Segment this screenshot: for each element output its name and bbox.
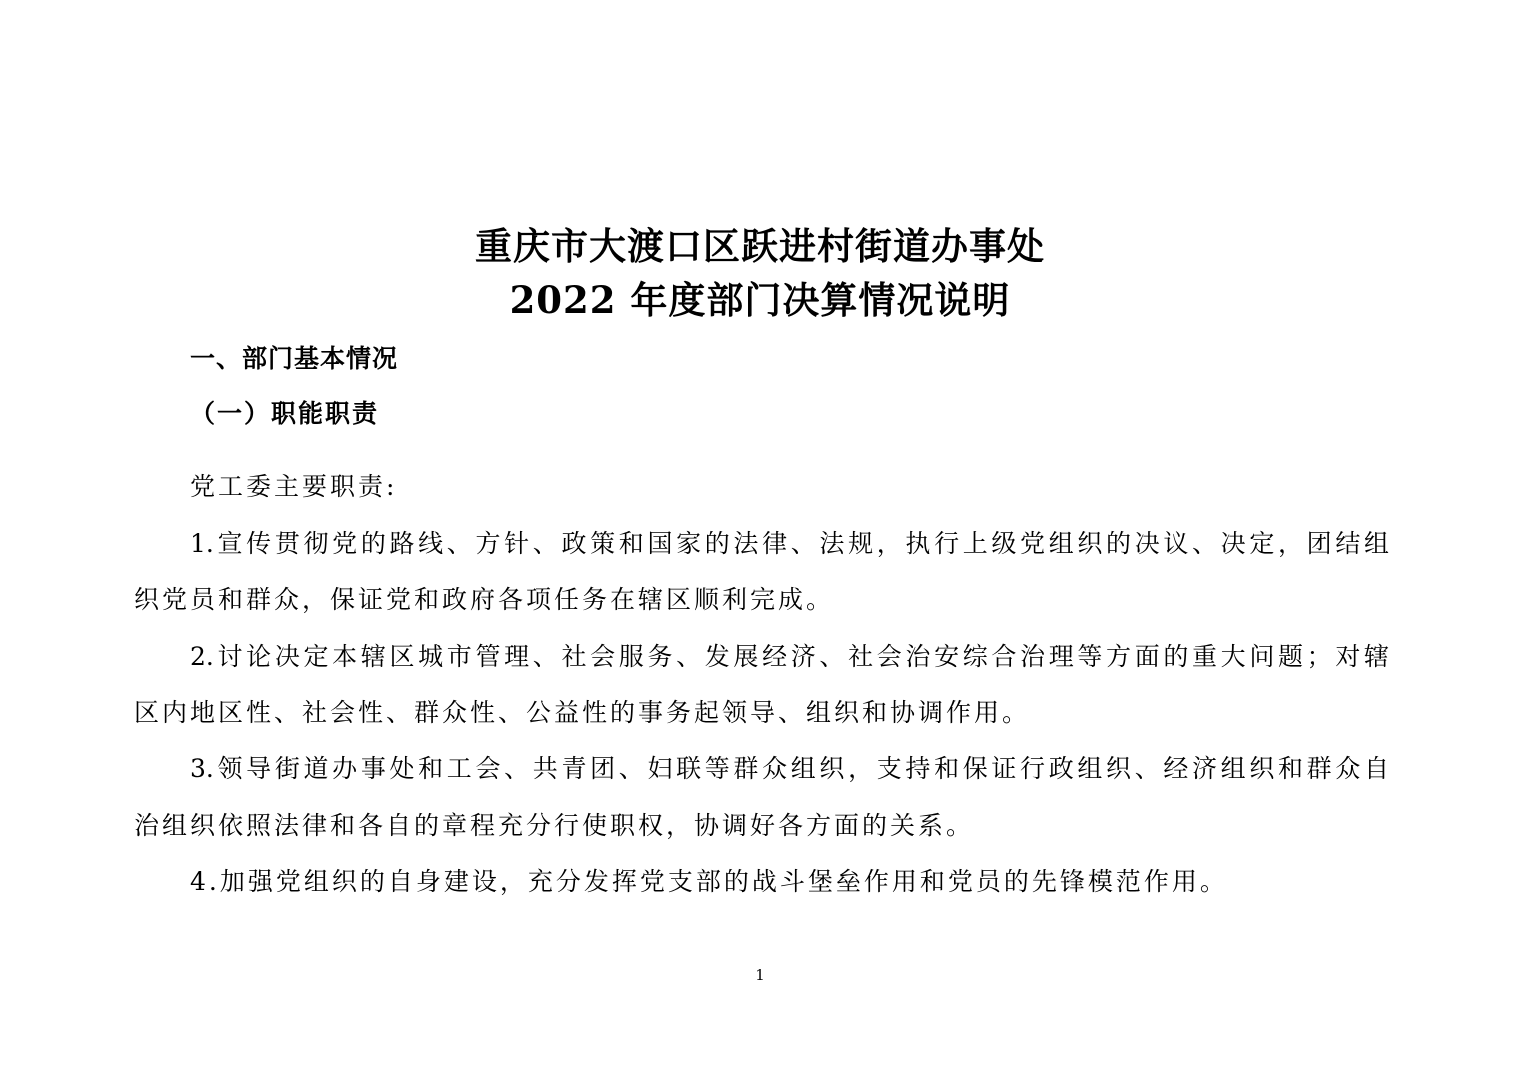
page-number: 1	[755, 966, 765, 984]
list-item-1-line-2: 织党员和群众，保证党和政府各项任务在辖区顺利完成。	[134, 585, 835, 614]
list-item-3-line-2: 治组织依照法律和各自的章程充分行使职权，协调好各方面的关系。	[134, 811, 975, 840]
document-title-line-1: 重庆市大渡口区跃进村街道办事处	[475, 224, 1045, 268]
list-item-2-line-2: 区内地区性、社会性、群众性、公益性的事务起领导、组织和协调作用。	[134, 698, 1031, 727]
document-title-line-2: 2022 年度部门决算情况说明	[509, 278, 1011, 322]
list-item-1-line-1: 1.宣传贯彻党的路线、方针、政策和国家的法律、法规，执行上级党组织的决议、决定，团结组	[190, 529, 1389, 558]
list-item-4-line-1: 4.加强党组织的自身建设，充分发挥党支部的战斗堡垒作用和党员的先锋模范作用。	[190, 867, 1228, 896]
subsection-heading: （一）职能职责	[190, 399, 380, 428]
list-item-3-line-1: 3.领导街道办事处和工会、共青团、妇联等群众组织，支持和保证行政组织、经济组织和群众自	[190, 754, 1389, 783]
intro-paragraph: 党工委主要职责:	[190, 472, 398, 501]
section-heading: 一、部门基本情况	[190, 344, 399, 373]
list-item-2-line-1: 2.讨论决定本辖区城市管理、社会服务、发展经济、社会治安综合治理等方面的重大问题；对辖	[190, 642, 1389, 671]
